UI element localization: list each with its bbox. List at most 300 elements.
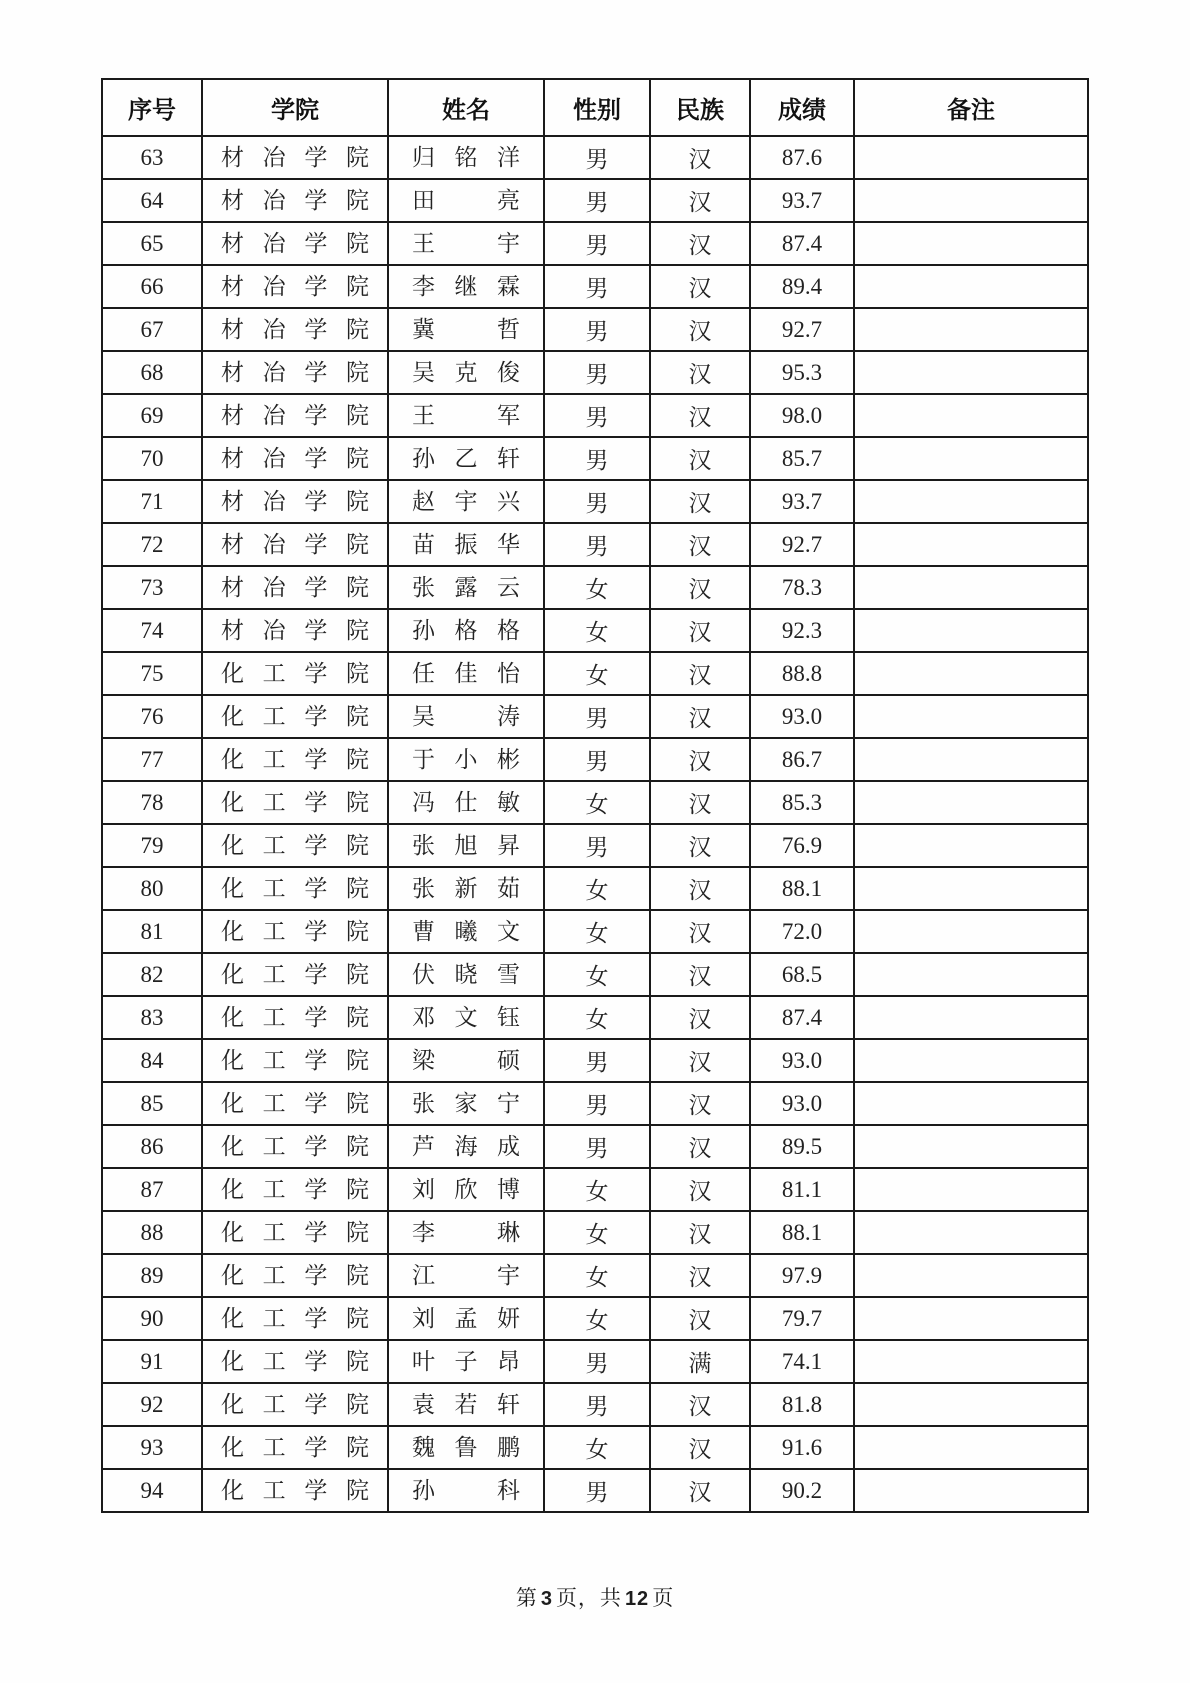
cell-name-text: 梁 硕 bbox=[412, 1047, 520, 1073]
cell-name bbox=[388, 1426, 544, 1469]
cell-college bbox=[202, 1469, 388, 1512]
cell-name-text: 于 小 彬 bbox=[412, 746, 520, 772]
cell-remark bbox=[854, 781, 1088, 824]
cell-ethnicity: 汉 bbox=[650, 179, 750, 222]
cell-score: 88.1 bbox=[750, 1211, 854, 1254]
cell-ethnicity: 满 bbox=[650, 1340, 750, 1383]
cell-college-text: 材 冶 学 院 bbox=[221, 144, 369, 170]
header-cell-remark: 备注 bbox=[854, 79, 1088, 136]
cell-name-text: 李 继 霖 bbox=[412, 273, 520, 299]
cell-no: 68 bbox=[102, 351, 202, 394]
cell-remark bbox=[854, 394, 1088, 437]
table-row bbox=[102, 1469, 1088, 1512]
cell-score: 93.7 bbox=[750, 480, 854, 523]
cell-ethnicity: 汉 bbox=[650, 1082, 750, 1125]
table-header-row bbox=[102, 79, 1088, 136]
cell-no: 63 bbox=[102, 136, 202, 179]
cell-no: 80 bbox=[102, 867, 202, 910]
cell-no: 93 bbox=[102, 1426, 202, 1469]
cell-name bbox=[388, 1039, 544, 1082]
cell-remark bbox=[854, 1426, 1088, 1469]
cell-score: 76.9 bbox=[750, 824, 854, 867]
cell-no: 90 bbox=[102, 1297, 202, 1340]
cell-score: 98.0 bbox=[750, 394, 854, 437]
cell-gender: 女 bbox=[544, 996, 650, 1039]
cell-name-text: 孙 乙 轩 bbox=[412, 445, 520, 471]
table-row bbox=[102, 222, 1088, 265]
cell-gender: 男 bbox=[544, 1125, 650, 1168]
cell-no: 84 bbox=[102, 1039, 202, 1082]
cell-college bbox=[202, 308, 388, 351]
cell-name bbox=[388, 996, 544, 1039]
cell-no: 83 bbox=[102, 996, 202, 1039]
cell-ethnicity: 汉 bbox=[650, 953, 750, 996]
table-row bbox=[102, 781, 1088, 824]
cell-ethnicity: 汉 bbox=[650, 652, 750, 695]
cell-no: 77 bbox=[102, 738, 202, 781]
cell-ethnicity: 汉 bbox=[650, 1297, 750, 1340]
cell-ethnicity: 汉 bbox=[650, 738, 750, 781]
cell-college bbox=[202, 566, 388, 609]
cell-score: 79.7 bbox=[750, 1297, 854, 1340]
cell-remark bbox=[854, 996, 1088, 1039]
cell-name-text: 张 旭 昇 bbox=[412, 832, 520, 858]
cell-no: 66 bbox=[102, 265, 202, 308]
cell-score: 88.1 bbox=[750, 867, 854, 910]
cell-gender: 女 bbox=[544, 953, 650, 996]
cell-name bbox=[388, 910, 544, 953]
cell-ethnicity: 汉 bbox=[650, 609, 750, 652]
cell-college-text: 化 工 学 院 bbox=[221, 1090, 369, 1116]
cell-college-text: 材 冶 学 院 bbox=[221, 359, 369, 385]
cell-score: 87.4 bbox=[750, 996, 854, 1039]
cell-no: 69 bbox=[102, 394, 202, 437]
cell-score: 81.8 bbox=[750, 1383, 854, 1426]
cell-remark bbox=[854, 609, 1088, 652]
table-row bbox=[102, 480, 1088, 523]
cell-name-text: 吴 克 俊 bbox=[412, 359, 520, 385]
cell-name bbox=[388, 738, 544, 781]
cell-ethnicity: 汉 bbox=[650, 781, 750, 824]
cell-name bbox=[388, 1383, 544, 1426]
cell-score: 89.5 bbox=[750, 1125, 854, 1168]
cell-ethnicity: 汉 bbox=[650, 566, 750, 609]
cell-ethnicity: 汉 bbox=[650, 1426, 750, 1469]
cell-college bbox=[202, 652, 388, 695]
cell-no: 75 bbox=[102, 652, 202, 695]
cell-college-text: 材 冶 学 院 bbox=[221, 445, 369, 471]
cell-no: 86 bbox=[102, 1125, 202, 1168]
cell-name-text: 张 露 云 bbox=[412, 574, 520, 600]
cell-gender: 男 bbox=[544, 480, 650, 523]
cell-remark bbox=[854, 1383, 1088, 1426]
cell-no: 79 bbox=[102, 824, 202, 867]
cell-gender: 女 bbox=[544, 652, 650, 695]
cell-gender: 男 bbox=[544, 179, 650, 222]
cell-gender: 女 bbox=[544, 781, 650, 824]
cell-college bbox=[202, 1082, 388, 1125]
cell-name bbox=[388, 609, 544, 652]
cell-college-text: 化 工 学 院 bbox=[221, 875, 369, 901]
cell-score: 90.2 bbox=[750, 1469, 854, 1512]
cell-name-text: 叶 子 昂 bbox=[412, 1348, 520, 1374]
cell-ethnicity: 汉 bbox=[650, 1125, 750, 1168]
cell-college-text: 材 冶 学 院 bbox=[221, 230, 369, 256]
cell-college bbox=[202, 781, 388, 824]
cell-college bbox=[202, 1125, 388, 1168]
footer-prefix: 第 bbox=[515, 1586, 538, 1610]
cell-name-text: 田 亮 bbox=[412, 187, 520, 213]
cell-name-text: 刘 孟 妍 bbox=[412, 1305, 520, 1331]
cell-college bbox=[202, 867, 388, 910]
table-row bbox=[102, 394, 1088, 437]
cell-gender: 男 bbox=[544, 1039, 650, 1082]
cell-no: 72 bbox=[102, 523, 202, 566]
cell-college-text: 化 工 学 院 bbox=[221, 1391, 369, 1417]
cell-college bbox=[202, 953, 388, 996]
cell-name-text: 孙 格 格 bbox=[412, 617, 520, 643]
cell-ethnicity: 汉 bbox=[650, 1254, 750, 1297]
cell-remark bbox=[854, 179, 1088, 222]
cell-name-text: 曹 曦 文 bbox=[412, 918, 520, 944]
table-row bbox=[102, 953, 1088, 996]
cell-name bbox=[388, 1297, 544, 1340]
cell-ethnicity: 汉 bbox=[650, 1383, 750, 1426]
table-row bbox=[102, 1168, 1088, 1211]
header-cell-ethnicity: 民族 bbox=[650, 79, 750, 136]
table-row bbox=[102, 179, 1088, 222]
cell-remark bbox=[854, 523, 1088, 566]
cell-gender: 男 bbox=[544, 308, 650, 351]
cell-name bbox=[388, 136, 544, 179]
cell-name-text: 李 琳 bbox=[412, 1219, 520, 1245]
cell-gender: 女 bbox=[544, 1254, 650, 1297]
header-cell-college: 学院 bbox=[202, 79, 388, 136]
cell-college bbox=[202, 265, 388, 308]
cell-remark bbox=[854, 1211, 1088, 1254]
cell-gender: 男 bbox=[544, 265, 650, 308]
table-row bbox=[102, 308, 1088, 351]
cell-college-text: 化 工 学 院 bbox=[221, 1219, 369, 1245]
footer-suffix: 页 bbox=[652, 1586, 675, 1610]
cell-name bbox=[388, 1254, 544, 1297]
cell-name bbox=[388, 867, 544, 910]
cell-gender: 女 bbox=[544, 566, 650, 609]
cell-ethnicity: 汉 bbox=[650, 824, 750, 867]
cell-no: 82 bbox=[102, 953, 202, 996]
cell-score: 74.1 bbox=[750, 1340, 854, 1383]
cell-ethnicity: 汉 bbox=[650, 308, 750, 351]
cell-remark bbox=[854, 437, 1088, 480]
cell-no: 78 bbox=[102, 781, 202, 824]
cell-gender: 男 bbox=[544, 394, 650, 437]
cell-score: 81.1 bbox=[750, 1168, 854, 1211]
cell-no: 88 bbox=[102, 1211, 202, 1254]
cell-remark bbox=[854, 1469, 1088, 1512]
cell-ethnicity: 汉 bbox=[650, 1168, 750, 1211]
cell-college bbox=[202, 1426, 388, 1469]
table-row bbox=[102, 523, 1088, 566]
cell-ethnicity: 汉 bbox=[650, 695, 750, 738]
cell-college-text: 化 工 学 院 bbox=[221, 660, 369, 686]
cell-college bbox=[202, 136, 388, 179]
table-row bbox=[102, 1039, 1088, 1082]
cell-college-text: 化 工 学 院 bbox=[221, 961, 369, 987]
cell-score: 92.7 bbox=[750, 523, 854, 566]
cell-remark bbox=[854, 1125, 1088, 1168]
cell-no: 67 bbox=[102, 308, 202, 351]
cell-college-text: 材 冶 学 院 bbox=[221, 574, 369, 600]
cell-name-text: 吴 涛 bbox=[412, 703, 520, 729]
cell-college bbox=[202, 1039, 388, 1082]
cell-remark bbox=[854, 566, 1088, 609]
cell-remark bbox=[854, 136, 1088, 179]
cell-college bbox=[202, 394, 388, 437]
cell-college-text: 化 工 学 院 bbox=[221, 1133, 369, 1159]
cell-score: 93.7 bbox=[750, 179, 854, 222]
cell-remark bbox=[854, 1168, 1088, 1211]
cell-score: 92.7 bbox=[750, 308, 854, 351]
cell-score: 87.4 bbox=[750, 222, 854, 265]
cell-name-text: 刘 欣 博 bbox=[412, 1176, 520, 1202]
cell-name-text: 冀 哲 bbox=[412, 316, 520, 342]
table-row bbox=[102, 1383, 1088, 1426]
cell-no: 76 bbox=[102, 695, 202, 738]
cell-score: 68.5 bbox=[750, 953, 854, 996]
cell-gender: 女 bbox=[544, 910, 650, 953]
cell-college bbox=[202, 910, 388, 953]
cell-college bbox=[202, 1168, 388, 1211]
cell-name-text: 苗 振 华 bbox=[412, 531, 520, 557]
cell-college-text: 材 冶 学 院 bbox=[221, 617, 369, 643]
cell-gender: 男 bbox=[544, 695, 650, 738]
cell-college-text: 材 冶 学 院 bbox=[221, 531, 369, 557]
table-row bbox=[102, 1297, 1088, 1340]
cell-name bbox=[388, 695, 544, 738]
cell-remark bbox=[854, 265, 1088, 308]
cell-name-text: 张 新 茹 bbox=[412, 875, 520, 901]
table-row bbox=[102, 609, 1088, 652]
cell-college bbox=[202, 996, 388, 1039]
table-row bbox=[102, 738, 1088, 781]
cell-name-text: 王 宇 bbox=[412, 230, 520, 256]
table-row bbox=[102, 824, 1088, 867]
cell-no: 94 bbox=[102, 1469, 202, 1512]
cell-remark bbox=[854, 738, 1088, 781]
cell-college-text: 化 工 学 院 bbox=[221, 789, 369, 815]
cell-college bbox=[202, 1297, 388, 1340]
table-row bbox=[102, 265, 1088, 308]
cell-score: 93.0 bbox=[750, 1039, 854, 1082]
cell-college-text: 化 工 学 院 bbox=[221, 1434, 369, 1460]
table-row bbox=[102, 910, 1088, 953]
cell-no: 74 bbox=[102, 609, 202, 652]
cell-ethnicity: 汉 bbox=[650, 136, 750, 179]
cell-name bbox=[388, 179, 544, 222]
table-body bbox=[102, 136, 1088, 1512]
cell-name-text: 孙 科 bbox=[412, 1477, 520, 1503]
cell-name-text: 冯 仕 敏 bbox=[412, 789, 520, 815]
table-row bbox=[102, 1125, 1088, 1168]
cell-remark bbox=[854, 222, 1088, 265]
cell-remark bbox=[854, 652, 1088, 695]
cell-name bbox=[388, 480, 544, 523]
table-row bbox=[102, 695, 1088, 738]
cell-name-text: 袁 若 轩 bbox=[412, 1391, 520, 1417]
cell-gender: 女 bbox=[544, 867, 650, 910]
table-row bbox=[102, 136, 1088, 179]
cell-gender: 男 bbox=[544, 222, 650, 265]
cell-remark bbox=[854, 308, 1088, 351]
cell-college-text: 化 工 学 院 bbox=[221, 1176, 369, 1202]
cell-no: 64 bbox=[102, 179, 202, 222]
cell-college-text: 化 工 学 院 bbox=[221, 1262, 369, 1288]
footer-page-number: 3 bbox=[540, 1588, 553, 1610]
cell-college-text: 化 工 学 院 bbox=[221, 1477, 369, 1503]
cell-no: 73 bbox=[102, 566, 202, 609]
cell-no: 81 bbox=[102, 910, 202, 953]
header-cell-no: 序号 bbox=[102, 79, 202, 136]
cell-college bbox=[202, 695, 388, 738]
cell-score: 85.3 bbox=[750, 781, 854, 824]
cell-no: 71 bbox=[102, 480, 202, 523]
cell-gender: 男 bbox=[544, 523, 650, 566]
cell-ethnicity: 汉 bbox=[650, 1211, 750, 1254]
cell-college-text: 化 工 学 院 bbox=[221, 1348, 369, 1374]
cell-name-text: 任 佳 怡 bbox=[412, 660, 520, 686]
cell-score: 89.4 bbox=[750, 265, 854, 308]
table-row bbox=[102, 1426, 1088, 1469]
cell-college-text: 化 工 学 院 bbox=[221, 1305, 369, 1331]
cell-college bbox=[202, 179, 388, 222]
cell-college bbox=[202, 351, 388, 394]
cell-gender: 男 bbox=[544, 1469, 650, 1512]
cell-college-text: 材 冶 学 院 bbox=[221, 488, 369, 514]
cell-name bbox=[388, 351, 544, 394]
cell-score: 78.3 bbox=[750, 566, 854, 609]
cell-gender: 女 bbox=[544, 1426, 650, 1469]
cell-college-text: 化 工 学 院 bbox=[221, 1047, 369, 1073]
cell-college-text: 化 工 学 院 bbox=[221, 1004, 369, 1030]
cell-name-text: 魏 鲁 鹏 bbox=[412, 1434, 520, 1460]
cell-no: 89 bbox=[102, 1254, 202, 1297]
cell-score: 88.8 bbox=[750, 652, 854, 695]
cell-score: 87.6 bbox=[750, 136, 854, 179]
cell-score: 91.6 bbox=[750, 1426, 854, 1469]
cell-name bbox=[388, 652, 544, 695]
cell-remark bbox=[854, 867, 1088, 910]
cell-name bbox=[388, 1340, 544, 1383]
cell-name bbox=[388, 1168, 544, 1211]
cell-remark bbox=[854, 1297, 1088, 1340]
cell-gender: 女 bbox=[544, 1211, 650, 1254]
cell-name-text: 赵 宇 兴 bbox=[412, 488, 520, 514]
cell-ethnicity: 汉 bbox=[650, 480, 750, 523]
table-row bbox=[102, 437, 1088, 480]
cell-no: 91 bbox=[102, 1340, 202, 1383]
cell-remark bbox=[854, 480, 1088, 523]
cell-ethnicity: 汉 bbox=[650, 1469, 750, 1512]
cell-remark bbox=[854, 1082, 1088, 1125]
cell-college bbox=[202, 222, 388, 265]
cell-remark bbox=[854, 953, 1088, 996]
footer-middle: 页，共 bbox=[555, 1586, 622, 1610]
cell-gender: 男 bbox=[544, 136, 650, 179]
header-cell-name: 姓名 bbox=[388, 79, 544, 136]
cell-name bbox=[388, 523, 544, 566]
cell-score: 93.0 bbox=[750, 1082, 854, 1125]
cell-college-text: 材 冶 学 院 bbox=[221, 402, 369, 428]
cell-remark bbox=[854, 695, 1088, 738]
cell-no: 87 bbox=[102, 1168, 202, 1211]
cell-score: 86.7 bbox=[750, 738, 854, 781]
cell-gender: 男 bbox=[544, 738, 650, 781]
cell-gender: 男 bbox=[544, 1082, 650, 1125]
cell-gender: 男 bbox=[544, 351, 650, 394]
cell-name-text: 邓 文 钰 bbox=[412, 1004, 520, 1030]
cell-name bbox=[388, 222, 544, 265]
cell-score: 92.3 bbox=[750, 609, 854, 652]
table-row bbox=[102, 867, 1088, 910]
cell-name-text: 张 家 宁 bbox=[412, 1090, 520, 1116]
cell-college bbox=[202, 437, 388, 480]
cell-remark bbox=[854, 351, 1088, 394]
table-row bbox=[102, 566, 1088, 609]
cell-no: 92 bbox=[102, 1383, 202, 1426]
cell-gender: 男 bbox=[544, 437, 650, 480]
cell-ethnicity: 汉 bbox=[650, 910, 750, 953]
cell-name-text: 王 军 bbox=[412, 402, 520, 428]
cell-ethnicity: 汉 bbox=[650, 437, 750, 480]
cell-name bbox=[388, 1082, 544, 1125]
cell-college bbox=[202, 523, 388, 566]
cell-name-text: 芦 海 成 bbox=[412, 1133, 520, 1159]
header-cell-gender: 性别 bbox=[544, 79, 650, 136]
cell-ethnicity: 汉 bbox=[650, 523, 750, 566]
cell-college-text: 材 冶 学 院 bbox=[221, 273, 369, 299]
cell-score: 97.9 bbox=[750, 1254, 854, 1297]
cell-name bbox=[388, 824, 544, 867]
table-row bbox=[102, 652, 1088, 695]
table-row bbox=[102, 1340, 1088, 1383]
cell-gender: 男 bbox=[544, 1340, 650, 1383]
cell-college bbox=[202, 824, 388, 867]
cell-ethnicity: 汉 bbox=[650, 351, 750, 394]
cell-no: 85 bbox=[102, 1082, 202, 1125]
header-cell-score: 成绩 bbox=[750, 79, 854, 136]
cell-ethnicity: 汉 bbox=[650, 394, 750, 437]
cell-gender: 女 bbox=[544, 1168, 650, 1211]
cell-score: 95.3 bbox=[750, 351, 854, 394]
cell-remark bbox=[854, 910, 1088, 953]
cell-name bbox=[388, 265, 544, 308]
cell-name bbox=[388, 781, 544, 824]
cell-score: 85.7 bbox=[750, 437, 854, 480]
table-row bbox=[102, 1211, 1088, 1254]
cell-college-text: 化 工 学 院 bbox=[221, 746, 369, 772]
score-table bbox=[101, 78, 1089, 1513]
cell-college bbox=[202, 480, 388, 523]
table-row bbox=[102, 1254, 1088, 1297]
cell-college-text: 化 工 学 院 bbox=[221, 918, 369, 944]
cell-college-text: 化 工 学 院 bbox=[221, 832, 369, 858]
cell-remark bbox=[854, 824, 1088, 867]
cell-college bbox=[202, 1211, 388, 1254]
cell-college bbox=[202, 1383, 388, 1426]
cell-gender: 女 bbox=[544, 609, 650, 652]
cell-score: 72.0 bbox=[750, 910, 854, 953]
table-row bbox=[102, 351, 1088, 394]
